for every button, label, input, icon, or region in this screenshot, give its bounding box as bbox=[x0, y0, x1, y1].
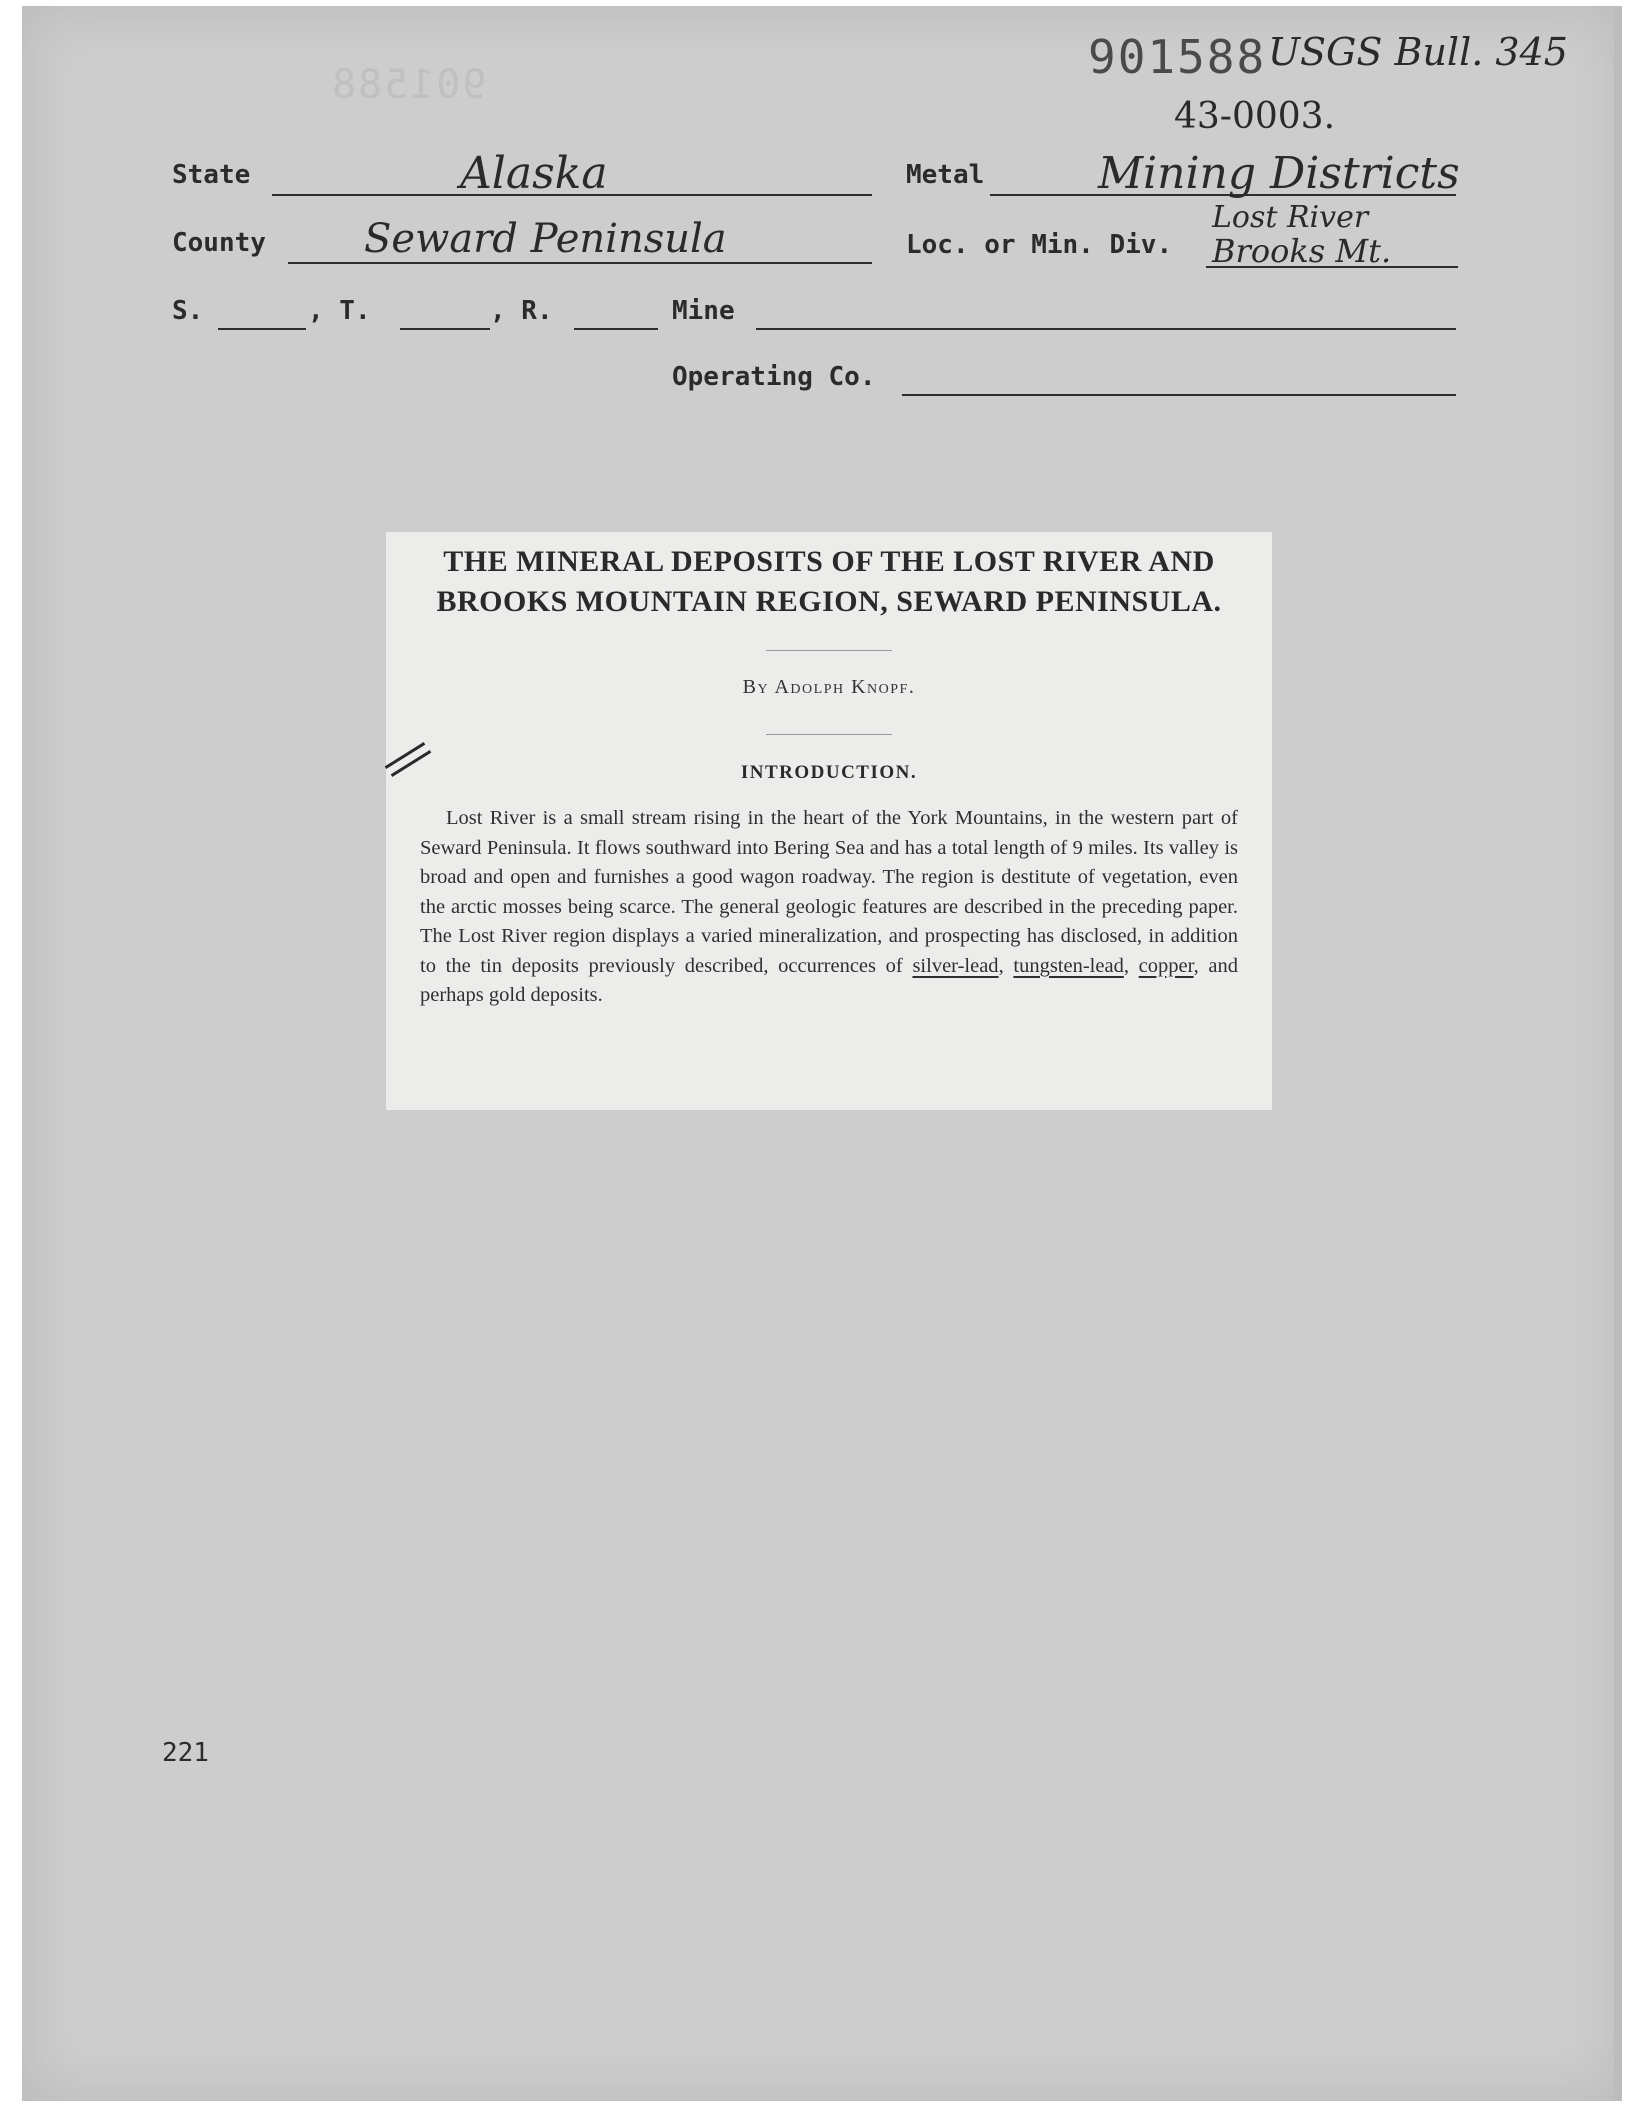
sheet-edge bbox=[1614, 10, 1622, 2100]
section-heading: INTRODUCTION. bbox=[740, 762, 918, 783]
title-rule bbox=[766, 650, 892, 651]
article-byline: By Adolph Knopf. bbox=[742, 676, 916, 698]
underlined-tungsten-lead: tungsten-lead bbox=[1013, 954, 1124, 977]
section-label: S. bbox=[172, 296, 204, 326]
body-end: , and perhaps gold deposits. bbox=[420, 954, 1239, 1006]
body-sep1: , bbox=[998, 954, 1014, 977]
mine-line bbox=[756, 328, 1456, 330]
body-sep2: , bbox=[1123, 954, 1139, 977]
loc-value-line2: Brooks Mt. bbox=[1212, 232, 1392, 270]
metal-value: Mining Districts bbox=[1098, 148, 1460, 199]
bleed-through-number: 901588 bbox=[330, 62, 487, 108]
file-code: 43-0003. bbox=[1174, 96, 1336, 137]
county-label: County bbox=[172, 228, 266, 258]
article-title-line1: THE MINERAL DEPOSITS OF THE LOST RIVER AND bbox=[443, 545, 1215, 578]
body-text: Lost River is a small stream rising in the heart of the York Mountains, in the western part of Seward Peninsula. It flows southward into Bering Sea and has a total length of 9 miles. Its valley is broad and open and furnishes a good wagon roadway. The region is destitute of vegetation, even the arctic mosses being scarce. The general geologic features are described in the preceding paper. The Lost River region displays a varied mineralization, and prospecting has disclosed, in addition to the tin deposits previously described, occurrences of bbox=[420, 807, 1238, 977]
loc-label: Loc. or Min. Div. bbox=[906, 230, 1173, 260]
operating-co-label: Operating Co. bbox=[672, 362, 876, 392]
township-label: , T. bbox=[308, 296, 371, 326]
article-clipping bbox=[386, 532, 1272, 1110]
operating-co-line bbox=[902, 394, 1456, 396]
range-label: , R. bbox=[490, 296, 553, 326]
county-line bbox=[288, 262, 872, 264]
state-label: State bbox=[172, 160, 251, 190]
page-number: 221 bbox=[162, 1738, 209, 1768]
metal-label: Metal bbox=[906, 160, 985, 190]
document-number-stamp: 901588 bbox=[1088, 30, 1267, 84]
reference-note: USGS Bull. 345 bbox=[1268, 30, 1568, 74]
article-title-line2: BROOKS MOUNTAIN REGION, SEWARD PENINSULA. bbox=[436, 585, 1222, 618]
township-line bbox=[400, 328, 490, 330]
underlined-copper: copper bbox=[1138, 954, 1194, 977]
underlined-silver-lead: silver-lead bbox=[912, 954, 999, 977]
article-title bbox=[386, 542, 1272, 622]
article-body bbox=[420, 804, 1238, 1011]
section-line bbox=[218, 328, 306, 330]
state-value: Alaska bbox=[460, 148, 608, 199]
mine-label: Mine bbox=[672, 296, 735, 326]
loc-value-line1: Lost River bbox=[1212, 200, 1369, 235]
byline-rule bbox=[766, 734, 892, 735]
range-line bbox=[574, 328, 658, 330]
county-value: Seward Peninsula bbox=[364, 216, 727, 262]
